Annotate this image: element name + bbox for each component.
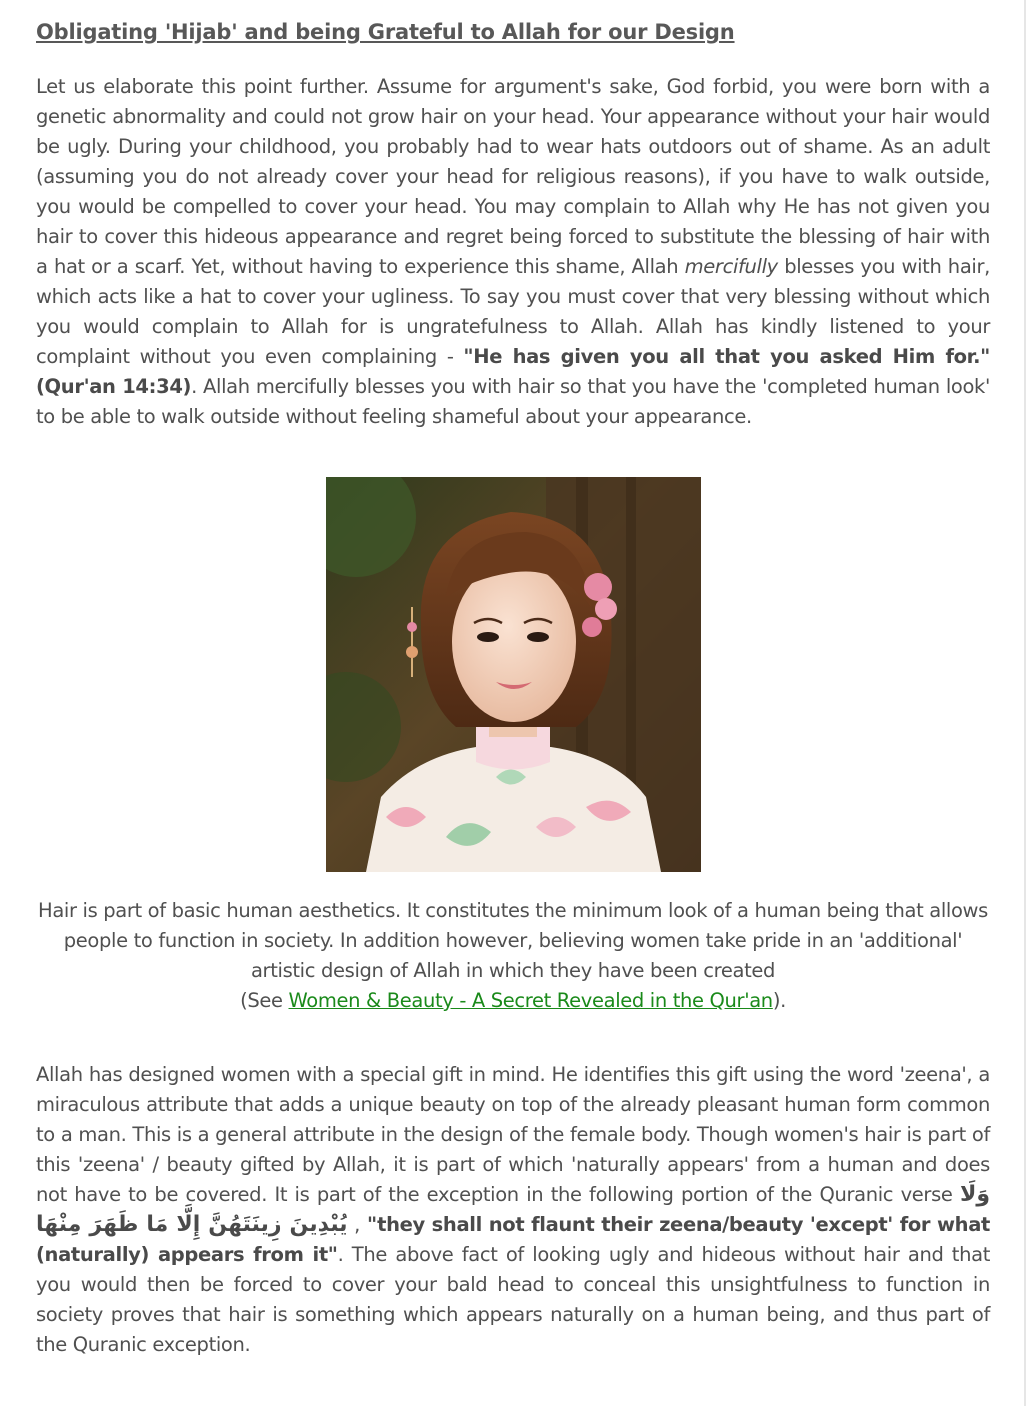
- quran-verse-arabic: وَلَا يُبْدِينَ زِينَتَهُنَّ إِلَّا مَا ظَهَرَ مِنْهَا: [36, 1182, 990, 1237]
- right-eye: [527, 632, 549, 642]
- para2-verse-translation: "they shall not flaunt their zeena/beauty 'except' for what (naturally) appears from it": [36, 1213, 990, 1266]
- image-caption: [36, 896, 990, 1016]
- para1-text-a: Let us elaborate this point further. Assume for argument's sake, God forbid, you were born with a genetic abnormality and could not grow hair on your head. Your appearance without your hair would be ugly. During your childhood, you probably had to wear hats outdoors out of shame. As an adult (assuming you do not already cover your head for religious reasons), if you have to walk outside, you would be compelled to cover your head. You may complain to Allah why He has not given you hair to cover this hideous appearance and regret being forced to substitute the blessing of hair with a hat or a scarf. Yet, without having to experience this shame, Allah: [36, 75, 990, 278]
- para1-italic: mercifully: [684, 255, 778, 278]
- article: [36, 14, 990, 1360]
- para1-text-b: blesses you with hair, which acts like a hat to cover your ugliness. To say you must cover that very blessing without which you would complain to Allah for is ungratefulness to Allah. Allah has kindly listened to your complaint without you even complaining -: [36, 255, 990, 368]
- para1-quran-quote: "He has given you all that you asked Him for." (Qur'an 14:34): [36, 345, 990, 398]
- portrait-illustration: [326, 477, 701, 872]
- para2-comma: ,: [347, 1213, 367, 1236]
- article-heading: Obligating 'Hijab' and being Grateful to Allah for our Design: [36, 20, 735, 44]
- paragraph-hair-blessing: [36, 72, 990, 432]
- women-beauty-link[interactable]: Women & Beauty - A Secret Revealed in the Qur'an: [288, 989, 773, 1012]
- caption-text: Hair is part of basic human aesthetics. It constitutes the minimum look of a human being that allows people to function in society. In addition however, believing women take pride in an 'additional' artistic design of Allah in which they have been created: [38, 899, 988, 982]
- caption-see-suffix: ).: [772, 989, 786, 1012]
- para2-text-a: Allah has designed women with a special gift in mind. He identifies this gift using the word 'zeena', a miraculous attribute that adds a unique beauty on top of the already pleasant human form common to a man. This is a general attribute in the design of the female body. Though women's hair is part of this 'zeena' / beauty gifted by Allah, it is part of which 'naturally appears' from a human and does not have to be covered. It is part of the exception in the following portion of the Quranic verse: [36, 1063, 990, 1206]
- face: [452, 562, 576, 722]
- para2-text-b: . The above fact of looking ugly and hideous without hair and that you would then be forced to cover your bald head to conceal this unsightfulness to function in society proves that hair is something which appears naturally on a human being, and thus part of the Quranic exception.: [36, 1243, 991, 1356]
- portrait-image: [326, 477, 701, 872]
- para1-text-c: . Allah mercifully blesses you with hair so that you have the 'completed human look' to be able to walk outside without feeling shameful about your appearance.: [36, 375, 991, 428]
- caption-see-prefix: (See: [240, 989, 289, 1012]
- paragraph-zeena: [36, 1060, 990, 1360]
- left-eye: [477, 632, 499, 642]
- page-right-border: [1024, 0, 1026, 1406]
